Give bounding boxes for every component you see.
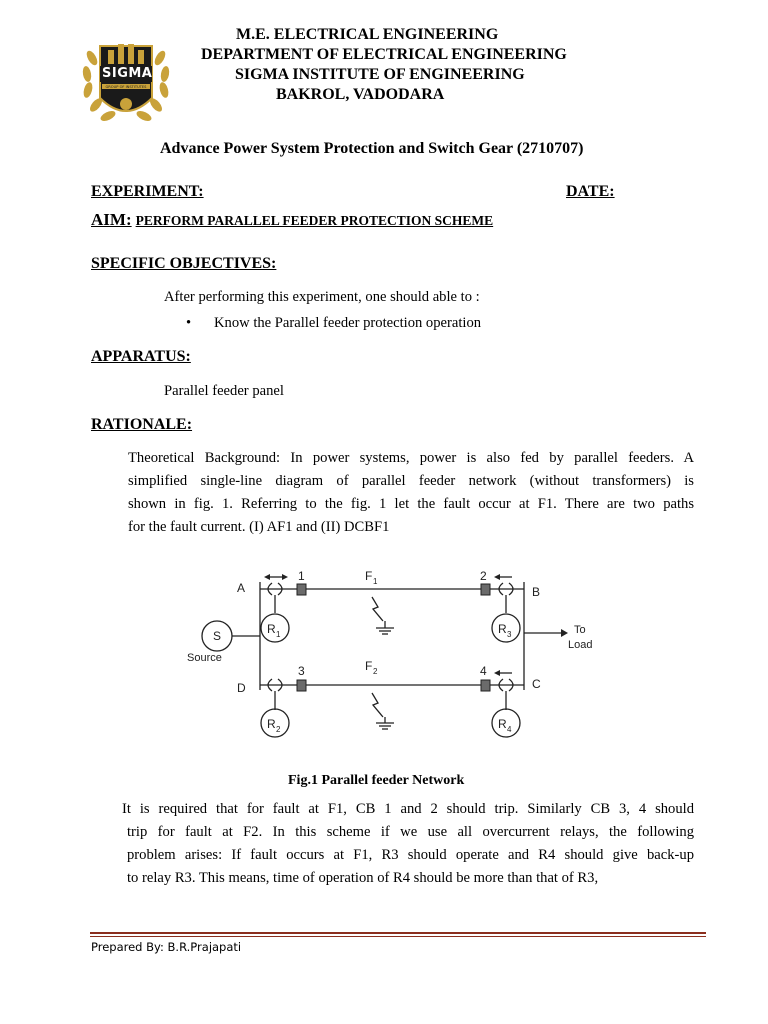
fault-f2-label: F	[365, 659, 373, 673]
relay-r3-label: R	[498, 622, 507, 636]
rationale-line: for the fault current. (I) AF1 and (II) DCBF1	[128, 519, 390, 535]
cb-3-icon	[297, 680, 306, 691]
relay-r2-subscript: 2	[276, 725, 281, 734]
bus-b-label: B	[532, 585, 541, 599]
footer-rule-thin	[90, 936, 706, 937]
objective-bullet: Know the Parallel feeder protection operation	[214, 315, 482, 331]
rationale-heading: RATIONALE:	[91, 416, 193, 433]
header-institute: SIGMA INSTITUTE OF ENGINEERING	[235, 66, 525, 83]
rationale-paragraph	[128, 447, 694, 539]
explanation-paragraph	[122, 798, 694, 890]
institute-logo	[78, 28, 174, 132]
fault-f2-icon	[372, 693, 383, 717]
rationale-line: simplified single-line diagram of parallel feeder network (without transformers) is	[128, 473, 694, 489]
explanation-line: It is required that for fault at F1, CB 1 and 2 should trip. Similarly CB 3, 4 should	[122, 801, 694, 817]
cb-4-icon	[481, 680, 490, 691]
logo-subtext: GROUP OF INSTITUTES	[105, 85, 147, 89]
relay-r4-label: R	[498, 717, 507, 731]
objective-bullet-marker: •	[186, 315, 192, 331]
apparatus-heading: APPARATUS:	[91, 348, 191, 365]
cb-1-icon	[297, 584, 306, 595]
header-department: DEPARTMENT OF ELECTRICAL ENGINEERING	[201, 46, 567, 63]
relay-r2-label: R	[267, 717, 276, 731]
cb-2-icon	[481, 584, 490, 595]
apparatus-text: Parallel feeder panel	[164, 383, 284, 399]
relay-r4-subscript: 4	[507, 725, 512, 734]
relay-r3-subscript: 3	[507, 630, 512, 639]
objectives-intro: After performing this experiment, one should able to :	[164, 289, 480, 305]
fault-f1-label: F	[365, 569, 373, 583]
load-label-line1: To	[574, 624, 586, 636]
cb-4-label: 4	[480, 664, 487, 678]
logo-text: SIGMA	[102, 66, 153, 81]
figure-caption: Fig.1 Parallel feeder Network	[288, 773, 465, 788]
explanation-line: to relay R3. This means, time of operation of R4 should be more than that of R3,	[127, 870, 599, 886]
date-label: DATE:	[566, 183, 615, 200]
source-symbol: S	[213, 629, 222, 643]
experiment-label: EXPERIMENT:	[91, 183, 204, 200]
footer-prepared-by: Prepared By: B.R.Prajapati	[91, 940, 242, 954]
relay-r1-label: R	[267, 622, 276, 636]
bus-a-label: A	[237, 581, 246, 595]
explanation-line: trip for fault at F2. In this scheme if we use all overcurrent relays, the following	[127, 824, 694, 840]
relay-r1-subscript: 1	[276, 630, 281, 639]
rationale-line: shown in fig. 1. Referring to the fig. 1 let the fault occur at F1. There are two paths	[128, 496, 694, 512]
course-title: Advance Power System Protection and Switch Gear (2710707)	[160, 140, 584, 157]
explanation-line: problem arises: If fault occurs at F1, R3 should operate and R4 should give back-up	[127, 847, 694, 863]
header-program: M.E. ELECTRICAL ENGINEERING	[236, 26, 499, 43]
rationale-line: Theoretical Background: In power systems, power is also fed by parallel feeders. A	[128, 450, 694, 466]
source-label: Source	[187, 652, 222, 664]
footer-rule	[90, 932, 706, 934]
to-load-arrow-icon	[561, 629, 568, 637]
fault-f2-subscript: 2	[373, 667, 378, 676]
header-location: BAKROL, VADODARA	[276, 86, 445, 103]
fault-f1-subscript: 1	[373, 577, 378, 586]
parallel-feeder-diagram	[180, 560, 600, 750]
objectives-heading: SPECIFIC OBJECTIVES:	[91, 255, 277, 272]
aim-row	[91, 210, 493, 230]
bus-c-label: C	[532, 677, 541, 691]
fault-f1-icon	[372, 597, 383, 621]
aim-text: PERFORM PARALLEL FEEDER PROTECTION SCHEME	[135, 213, 494, 228]
bus-d-label: D	[237, 681, 246, 695]
cb-2-label: 2	[480, 569, 487, 583]
cb-1-label: 1	[298, 569, 305, 583]
load-label-line2: Load	[568, 639, 593, 651]
cb-3-label: 3	[298, 664, 305, 678]
aim-label: AIM:	[91, 210, 132, 229]
